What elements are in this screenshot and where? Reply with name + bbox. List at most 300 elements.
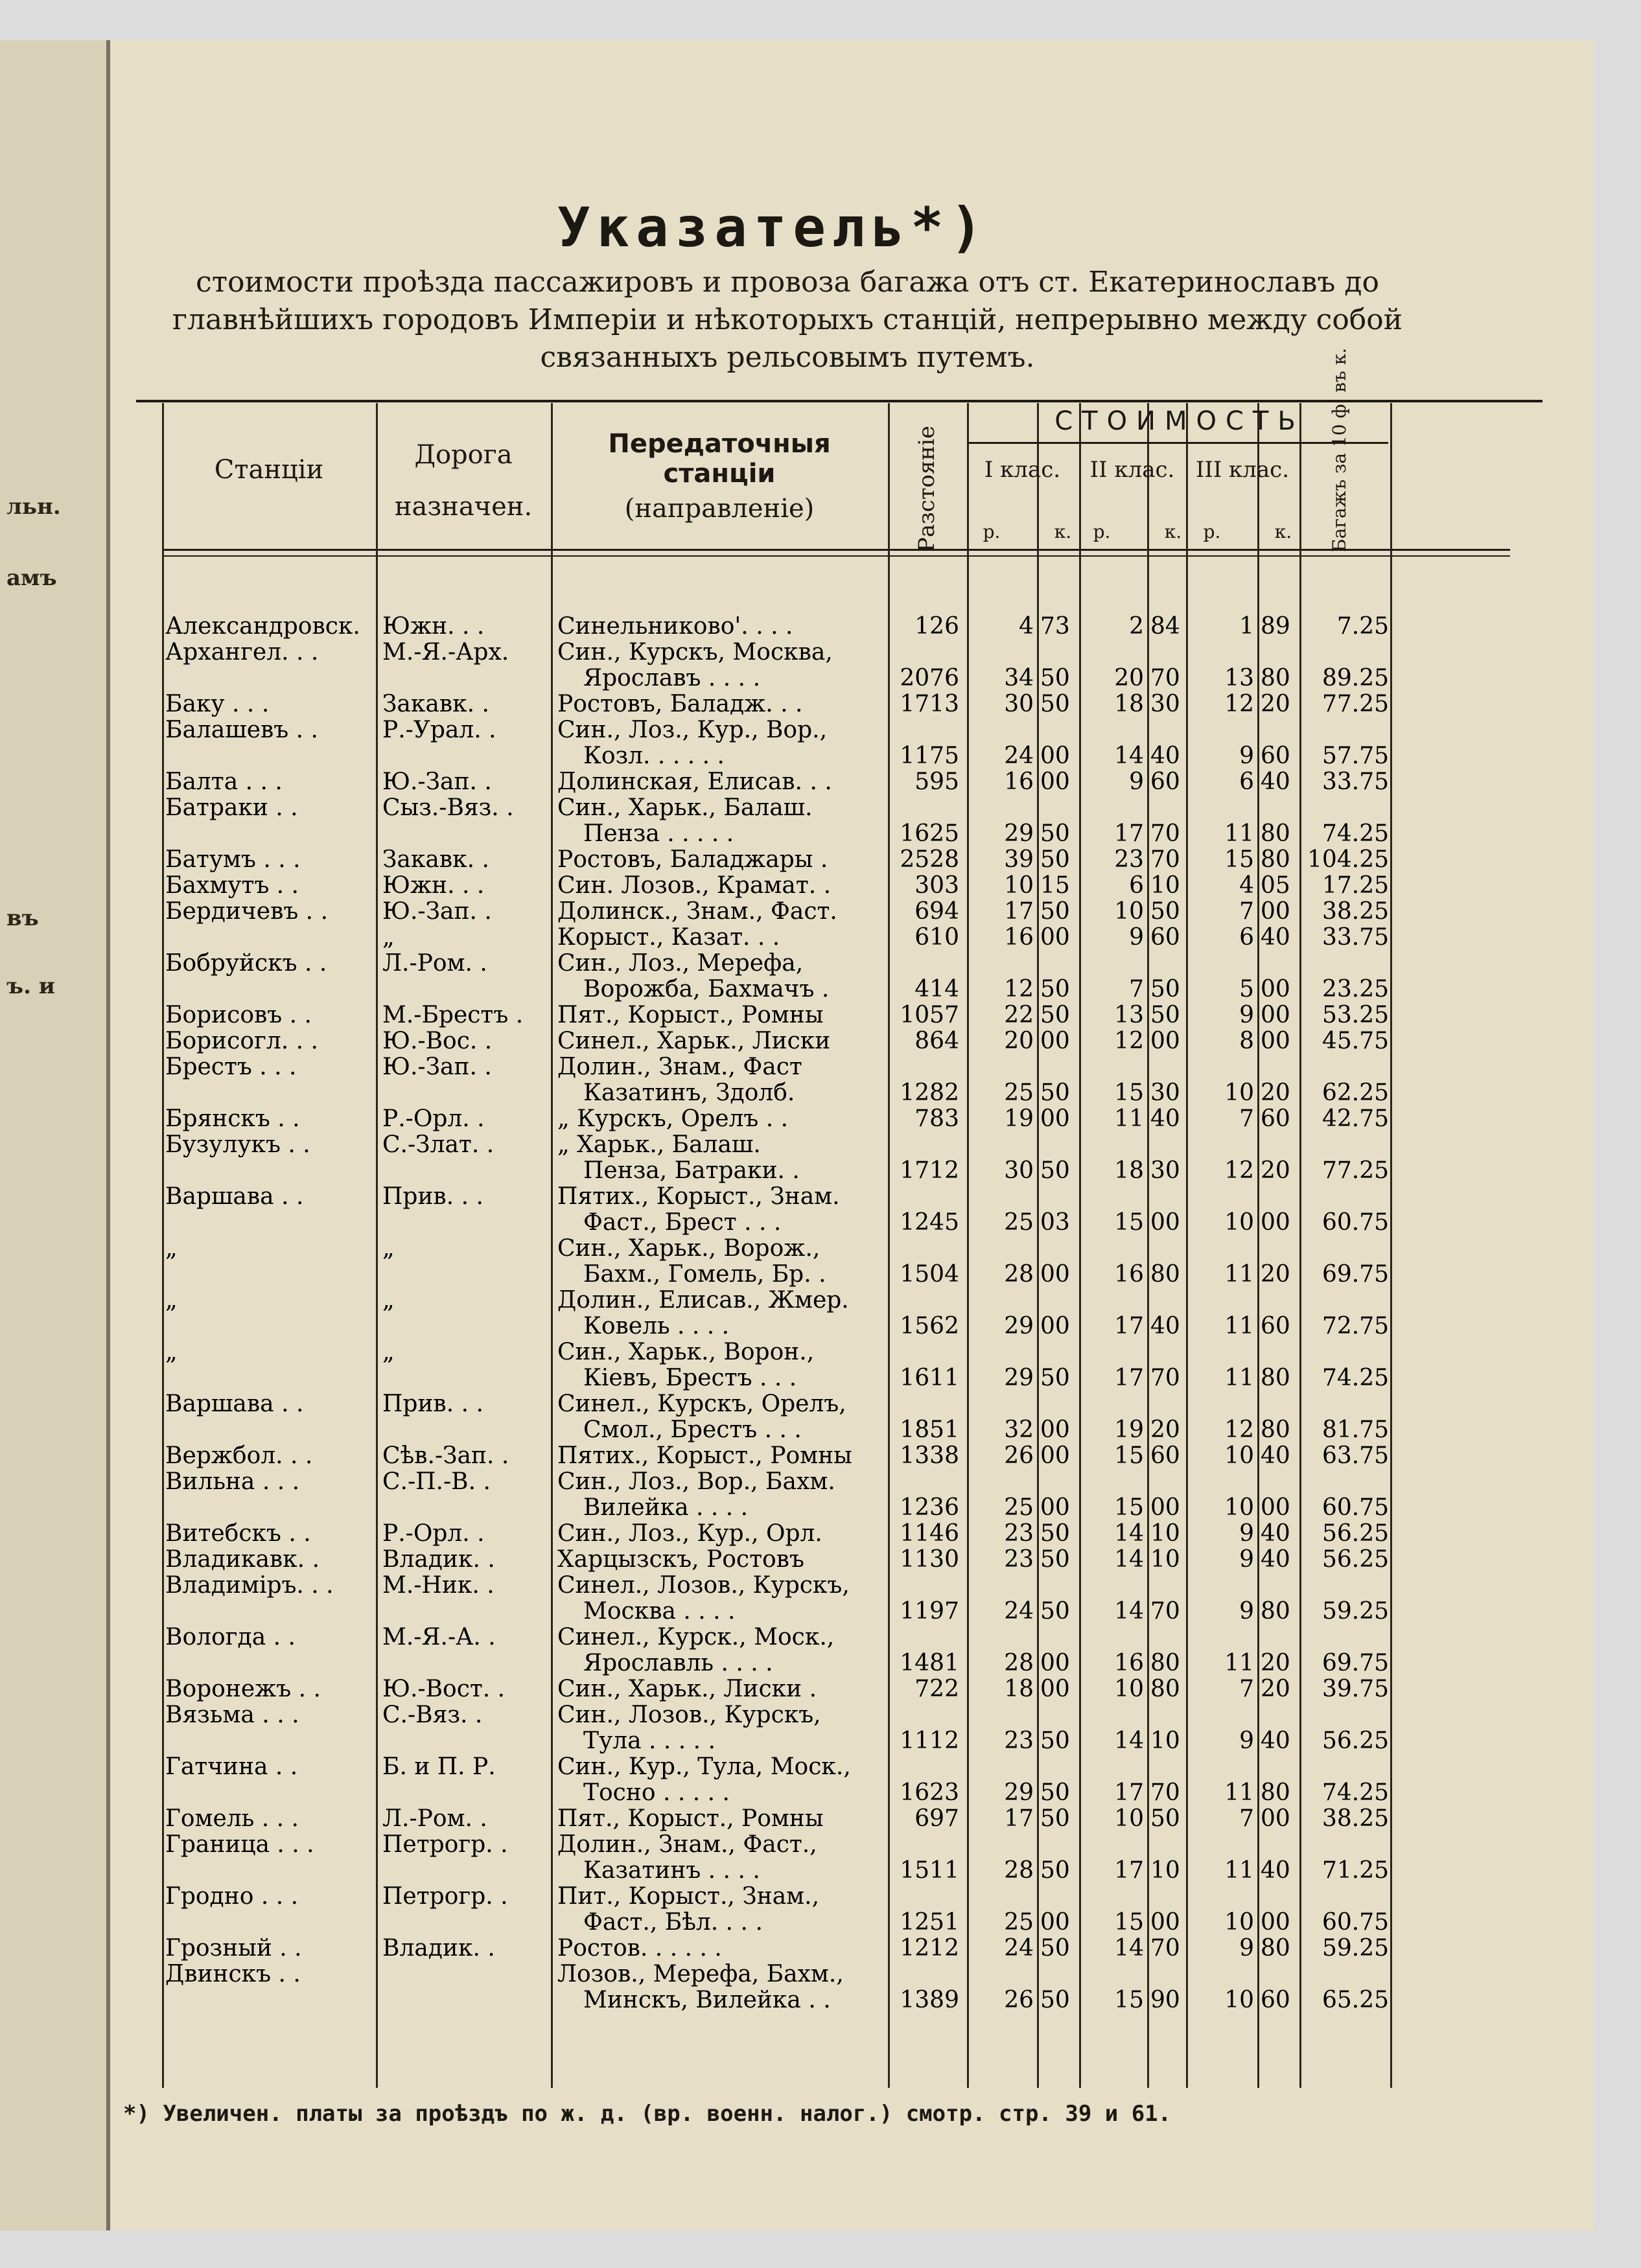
class1-kop: 00 xyxy=(1040,1442,1070,1469)
baggage-value: 69.75 xyxy=(1321,1261,1389,1288)
transfer-stations: Син., Лозов., Курскъ, xyxy=(557,1702,821,1728)
baggage-value: 42.75 xyxy=(1321,1105,1389,1132)
class3-rub: 7 xyxy=(1239,1805,1254,1832)
class3-rub: 6 xyxy=(1239,769,1254,795)
class1-rub: 29 xyxy=(1004,1779,1034,1806)
class3-rub: 7 xyxy=(1239,1105,1254,1132)
class1-rub: 23 xyxy=(1004,1520,1034,1547)
baggage-value: 104.25 xyxy=(1307,846,1389,873)
transfer-stations: Кіевъ, Брестъ . . . xyxy=(583,1365,797,1391)
class1-kop: 00 xyxy=(1040,1417,1070,1443)
distance-value: 722 xyxy=(914,1676,959,1702)
class2-rub: 16 xyxy=(1114,1261,1144,1288)
distance-value: 1713 xyxy=(900,691,959,717)
distance-value: 1712 xyxy=(900,1157,959,1184)
road-name: С.-Вяз. . xyxy=(382,1702,483,1728)
baggage-value: 56.25 xyxy=(1321,1728,1389,1754)
transfer-stations: Пятих., Корыст., Знам. xyxy=(557,1184,840,1210)
class2-rub: 14 xyxy=(1114,743,1144,769)
class3-rub: 11 xyxy=(1224,1779,1254,1806)
distance-value: 1245 xyxy=(900,1209,959,1236)
header-rub: р. xyxy=(983,521,1001,542)
left-margin-fragment: льн. xyxy=(6,494,61,520)
header-distance: Разстояніе xyxy=(914,425,940,552)
class1-rub: 18 xyxy=(1004,1676,1034,1702)
class3-kop: 00 xyxy=(1261,1494,1290,1521)
class1-rub: 16 xyxy=(1004,769,1034,795)
header-kop: к. xyxy=(1164,521,1182,542)
class3-rub: 6 xyxy=(1239,924,1254,951)
road-name: Л.-Ром. . xyxy=(382,951,487,977)
transfer-stations: Казатинъ, Здолб. xyxy=(583,1080,795,1106)
header-kop: к. xyxy=(1054,521,1072,542)
class3-rub: 11 xyxy=(1224,1261,1254,1288)
class3-kop: 60 xyxy=(1261,1987,1290,2013)
transfer-stations: Синельниково'. . . . xyxy=(557,614,793,640)
class2-kop: 40 xyxy=(1150,1105,1180,1132)
transfer-stations: Козл. . . . . . xyxy=(583,743,725,769)
road-name: М.-Я.-А. . xyxy=(382,1625,496,1650)
class2-rub: 17 xyxy=(1114,1365,1144,1391)
road-name: „ xyxy=(382,1236,395,1262)
class1-rub: 10 xyxy=(1004,872,1034,899)
page-subtitle: стоимости проѣзда пассажировъ и провоза багажа отъ ст. Екатеринославъ до главнѣйшихъ городовъ Имперіи и нѣкоторыхъ станцій, непрерывно между собой связанныхъ рельсовымъ путемъ. xyxy=(172,266,1403,374)
distance-value: 1175 xyxy=(900,743,959,769)
road-name: Л.-Ром. . xyxy=(382,1806,487,1832)
station-name: „ xyxy=(165,1339,178,1365)
class2-kop: 40 xyxy=(1150,743,1180,769)
column-divider xyxy=(1299,403,1301,2088)
road-name: „ xyxy=(382,1339,395,1365)
class2-kop: 00 xyxy=(1150,1028,1180,1054)
class1-rub: 28 xyxy=(1004,1261,1034,1288)
column-divider xyxy=(551,403,553,2088)
transfer-stations: Ростовъ, Баладж. . . xyxy=(557,691,803,717)
baggage-value: 77.25 xyxy=(1321,1157,1389,1184)
class3-kop: 20 xyxy=(1261,691,1290,717)
class1-kop: 00 xyxy=(1040,1105,1070,1132)
transfer-stations: Син., Лоз., Вор., Бахм. xyxy=(557,1469,835,1495)
class2-kop: 00 xyxy=(1150,1494,1180,1521)
class1-kop: 50 xyxy=(1040,1728,1070,1754)
distance-value: 610 xyxy=(914,924,959,951)
class2-rub: 23 xyxy=(1114,846,1144,873)
transfer-stations: Син., Кур., Тула, Моск., xyxy=(557,1754,851,1780)
transfer-stations: Син., Харьк., Лиски . xyxy=(557,1676,817,1702)
class1-kop: 00 xyxy=(1040,1494,1070,1521)
distance-value: 1504 xyxy=(900,1261,959,1288)
transfer-stations: Син., Харьк., Балаш. xyxy=(557,795,813,821)
class1-kop: 50 xyxy=(1040,820,1070,847)
baggage-value: 71.25 xyxy=(1321,1857,1389,1884)
class2-kop: 80 xyxy=(1150,1650,1180,1676)
baggage-value: 53.25 xyxy=(1321,1002,1389,1028)
class1-rub: 29 xyxy=(1004,1365,1034,1391)
transfer-stations: Ростов. . . . . . xyxy=(557,1936,722,1961)
transfer-stations: Пенза . . . . . xyxy=(583,821,734,847)
station-name: Вильна . . . xyxy=(165,1469,300,1495)
class2-rub: 11 xyxy=(1114,1105,1144,1132)
class2-rub: 17 xyxy=(1114,1857,1144,1884)
class1-rub: 4 xyxy=(1019,613,1034,640)
distance-value: 694 xyxy=(914,898,959,925)
transfer-stations: Ворожба, Бахмачъ . xyxy=(583,977,830,1002)
distance-value: 595 xyxy=(914,769,959,795)
transfer-stations: Пятих., Корыст., Ромны xyxy=(557,1443,852,1469)
station-name: Воронежъ . . xyxy=(165,1676,321,1702)
header-stations: Станціи xyxy=(214,455,324,485)
class3-kop: 00 xyxy=(1261,1805,1290,1832)
header-class1: I клас. xyxy=(984,457,1061,483)
class3-kop: 20 xyxy=(1261,1676,1290,1702)
class1-rub: 26 xyxy=(1004,1987,1034,2013)
class3-rub: 15 xyxy=(1224,846,1254,873)
transfer-stations: Казатинъ . . . . xyxy=(583,1858,760,1884)
transfer-stations: Вилейка . . . . xyxy=(583,1495,749,1521)
transfer-stations: Харцызскъ, Ростовъ xyxy=(557,1547,804,1573)
class1-rub: 24 xyxy=(1004,1935,1034,1961)
class2-rub: 16 xyxy=(1114,1650,1144,1676)
distance-value: 1251 xyxy=(900,1909,959,1936)
class1-kop: 50 xyxy=(1040,846,1070,873)
baggage-value: 77.25 xyxy=(1321,691,1389,717)
class2-rub: 15 xyxy=(1114,1442,1144,1469)
class1-rub: 23 xyxy=(1004,1728,1034,1754)
class3-kop: 89 xyxy=(1261,613,1290,640)
class1-rub: 26 xyxy=(1004,1442,1034,1469)
class1-kop: 00 xyxy=(1040,1261,1070,1288)
road-name: С.-Злат. . xyxy=(382,1132,495,1158)
class2-rub: 14 xyxy=(1114,1935,1144,1961)
class1-kop: 50 xyxy=(1040,1520,1070,1547)
transfer-stations: Син., Харьк., Ворон., xyxy=(557,1339,815,1365)
distance-value: 1562 xyxy=(900,1313,959,1339)
class3-kop: 60 xyxy=(1261,743,1290,769)
class1-kop: 50 xyxy=(1040,1546,1070,1573)
class3-kop: 60 xyxy=(1261,1313,1290,1339)
class1-rub: 17 xyxy=(1004,898,1034,925)
column-divider xyxy=(967,403,969,2088)
transfer-stations: Ярославъ . . . . xyxy=(583,665,761,691)
class2-rub: 18 xyxy=(1114,691,1144,717)
baggage-value: 39.75 xyxy=(1321,1676,1389,1702)
class2-kop: 90 xyxy=(1150,1987,1180,2013)
road-name: С.-П.-В. . xyxy=(382,1469,491,1495)
road-name: Закавк. . xyxy=(382,691,489,717)
class1-rub: 28 xyxy=(1004,1857,1034,1884)
distance-value: 1146 xyxy=(900,1520,959,1547)
station-name: Баку . . . xyxy=(165,691,270,717)
transfer-stations: Син., Лоз., Мерефа, xyxy=(557,951,804,977)
road-name: Южн. . . xyxy=(382,614,485,640)
class2-rub: 19 xyxy=(1114,1417,1144,1443)
class2-rub: 14 xyxy=(1114,1728,1144,1754)
class3-kop: 80 xyxy=(1261,1779,1290,1806)
class3-rub: 9 xyxy=(1239,1002,1254,1028)
class1-rub: 22 xyxy=(1004,1002,1034,1028)
class3-kop: 80 xyxy=(1261,1365,1290,1391)
class2-kop: 50 xyxy=(1150,976,1180,1002)
distance-value: 783 xyxy=(914,1105,959,1132)
baggage-value: 63.75 xyxy=(1321,1442,1389,1469)
station-name: Варшава . . xyxy=(165,1391,304,1417)
class2-kop: 00 xyxy=(1150,1209,1180,1236)
class1-rub: 17 xyxy=(1004,1805,1034,1832)
transfer-stations: Син., Харьк., Ворож., xyxy=(557,1236,820,1262)
class2-rub: 9 xyxy=(1129,924,1144,951)
class3-kop: 80 xyxy=(1261,1935,1290,1961)
class2-kop: 30 xyxy=(1150,691,1180,717)
class2-rub: 15 xyxy=(1114,1080,1144,1106)
transfer-stations: Пят., Корыст., Ромны xyxy=(557,1002,824,1028)
road-name: М.-Брестъ . xyxy=(382,1002,524,1028)
class1-rub: 20 xyxy=(1004,1028,1034,1054)
transfer-stations: Корыст., Казат. . . xyxy=(557,925,780,951)
transfer-stations: Синел., Лозов., Курскъ, xyxy=(557,1573,850,1599)
station-name: Бузулукъ . . xyxy=(165,1132,310,1158)
class1-kop: 00 xyxy=(1040,924,1070,951)
class1-kop: 50 xyxy=(1040,1779,1070,1806)
class3-kop: 40 xyxy=(1261,924,1290,951)
distance-value: 1282 xyxy=(900,1080,959,1106)
class1-rub: 28 xyxy=(1004,1650,1034,1676)
class3-rub: 4 xyxy=(1239,872,1254,899)
baggage-value: 72.75 xyxy=(1321,1313,1389,1339)
cost-rule xyxy=(967,442,1388,444)
class3-rub: 10 xyxy=(1224,1494,1254,1521)
class1-kop: 50 xyxy=(1040,1857,1070,1884)
class1-kop: 50 xyxy=(1040,691,1070,717)
distance-value: 1389 xyxy=(900,1987,959,2013)
class3-kop: 60 xyxy=(1261,1105,1290,1132)
baggage-value: 57.75 xyxy=(1321,743,1389,769)
distance-value: 303 xyxy=(914,872,959,899)
station-name: Двинскъ . . xyxy=(165,1961,301,1987)
class3-kop: 40 xyxy=(1261,1442,1290,1469)
distance-value: 1112 xyxy=(900,1728,959,1754)
class2-kop: 70 xyxy=(1150,1365,1180,1391)
class2-kop: 70 xyxy=(1150,1598,1180,1625)
class2-rub: 14 xyxy=(1114,1546,1144,1573)
distance-value: 864 xyxy=(914,1028,959,1054)
road-name: Ю.-Зап. . xyxy=(382,1054,492,1080)
class1-rub: 30 xyxy=(1004,1157,1034,1184)
class2-kop: 10 xyxy=(1150,872,1180,899)
baggage-value: 69.75 xyxy=(1321,1650,1389,1676)
class2-rub: 2 xyxy=(1129,613,1144,640)
baggage-value: 38.25 xyxy=(1321,1805,1389,1832)
class1-kop: 00 xyxy=(1040,1650,1070,1676)
class2-kop: 10 xyxy=(1150,1520,1180,1547)
road-name: Петрогр. . xyxy=(382,1832,508,1858)
distance-value: 1057 xyxy=(900,1002,959,1028)
station-name: Вологда . . xyxy=(165,1625,296,1650)
class2-rub: 17 xyxy=(1114,1313,1144,1339)
column-divider xyxy=(1037,403,1039,2088)
distance-value: 1611 xyxy=(900,1365,959,1391)
class2-rub: 6 xyxy=(1129,872,1144,899)
class2-kop: 70 xyxy=(1150,820,1180,847)
class3-kop: 20 xyxy=(1261,1157,1290,1184)
class2-rub: 10 xyxy=(1114,898,1144,925)
transfer-stations: Фаст., Бѣл. . . . xyxy=(583,1910,763,1936)
road-name: Р.-Урал. . xyxy=(382,717,496,743)
road-name: Закавк. . xyxy=(382,847,489,873)
station-name: Гатчина . . xyxy=(165,1754,298,1780)
baggage-value: 33.75 xyxy=(1321,769,1389,795)
transfer-stations: Син., Курскъ, Москва, xyxy=(557,640,833,665)
class3-kop: 00 xyxy=(1261,898,1290,925)
class1-kop: 50 xyxy=(1040,1365,1070,1391)
distance-value: 2528 xyxy=(900,846,959,873)
road-name: „ xyxy=(382,1288,395,1313)
class2-kop: 50 xyxy=(1150,1002,1180,1028)
baggage-value: 59.25 xyxy=(1321,1935,1389,1961)
class3-rub: 9 xyxy=(1239,1935,1254,1961)
class3-kop: 40 xyxy=(1261,1857,1290,1884)
station-name: Брянскъ . . xyxy=(165,1106,300,1132)
baggage-value: 60.75 xyxy=(1321,1494,1389,1521)
baggage-value: 23.25 xyxy=(1321,976,1389,1002)
road-name: Ю.-Зап. . xyxy=(382,899,492,925)
class3-rub: 10 xyxy=(1224,1080,1254,1106)
class2-rub: 14 xyxy=(1114,1520,1144,1547)
class2-kop: 70 xyxy=(1150,1935,1180,1961)
station-name: Гродно . . . xyxy=(165,1884,299,1910)
class2-rub: 18 xyxy=(1114,1157,1144,1184)
transfer-stations: Минскъ, Вилейка . . xyxy=(583,1987,831,2013)
column-divider xyxy=(888,403,890,2088)
baggage-value: 56.25 xyxy=(1321,1520,1389,1547)
class3-kop: 40 xyxy=(1261,769,1290,795)
class1-kop: 50 xyxy=(1040,1002,1070,1028)
class1-rub: 12 xyxy=(1004,976,1034,1002)
left-margin-fragment: въ xyxy=(6,905,39,931)
station-name: Борисогл. . . xyxy=(165,1028,318,1054)
class2-kop: 70 xyxy=(1150,1779,1180,1806)
baggage-value: 33.75 xyxy=(1321,924,1389,951)
class1-rub: 25 xyxy=(1004,1209,1034,1236)
distance-value: 1511 xyxy=(900,1857,959,1884)
station-name: Балта . . . xyxy=(165,769,283,795)
class2-rub: 15 xyxy=(1114,1494,1144,1521)
left-margin-fragment: ъ. и xyxy=(6,973,55,999)
class3-kop: 05 xyxy=(1261,872,1290,899)
header-rub: р. xyxy=(1093,521,1111,542)
distance-value: 1851 xyxy=(900,1417,959,1443)
class3-rub: 9 xyxy=(1239,1728,1254,1754)
road-name: Б. и П. Р. xyxy=(382,1754,496,1780)
transfer-stations: Долин., Знам., Фаст xyxy=(557,1054,802,1080)
class3-rub: 13 xyxy=(1224,665,1254,691)
baggage-value: 74.25 xyxy=(1321,820,1389,847)
class1-kop: 50 xyxy=(1040,1598,1070,1625)
baggage-value: 59.25 xyxy=(1321,1598,1389,1625)
class3-kop: 00 xyxy=(1261,1002,1290,1028)
station-name: Владикавк. . xyxy=(165,1547,320,1573)
page-title: Указатель*) xyxy=(557,196,990,259)
road-name: Прив. . . xyxy=(382,1184,483,1210)
baggage-value: 60.75 xyxy=(1321,1909,1389,1936)
class1-kop: 00 xyxy=(1040,1313,1070,1339)
class2-kop: 20 xyxy=(1150,1417,1180,1443)
class3-rub: 12 xyxy=(1224,1417,1254,1443)
class3-rub: 11 xyxy=(1224,1650,1254,1676)
station-name: „ xyxy=(165,1288,178,1313)
header-rule-2 xyxy=(162,555,1510,557)
column-divider xyxy=(1147,403,1149,2088)
distance-value: 1130 xyxy=(900,1546,959,1573)
class2-kop: 60 xyxy=(1150,924,1180,951)
class3-kop: 20 xyxy=(1261,1080,1290,1106)
class3-rub: 8 xyxy=(1239,1028,1254,1054)
class1-rub: 34 xyxy=(1004,665,1034,691)
header-class2: II клас. xyxy=(1089,457,1175,483)
baggage-value: 60.75 xyxy=(1321,1209,1389,1236)
class2-kop: 30 xyxy=(1150,1080,1180,1106)
column-divider xyxy=(1186,403,1188,2088)
page-stack-edge xyxy=(1542,65,1594,2229)
class3-kop: 00 xyxy=(1261,1909,1290,1936)
class1-kop: 73 xyxy=(1040,613,1070,640)
distance-value: 1236 xyxy=(900,1494,959,1521)
distance-value: 126 xyxy=(914,613,959,640)
class2-kop: 50 xyxy=(1150,1805,1180,1832)
baggage-value: 7.25 xyxy=(1336,613,1389,640)
distance-value: 1197 xyxy=(900,1598,959,1625)
class3-rub: 10 xyxy=(1224,1987,1254,2013)
road-name: М.-Ник. . xyxy=(382,1573,495,1599)
distance-value: 697 xyxy=(914,1805,959,1832)
class1-rub: 23 xyxy=(1004,1546,1034,1573)
class3-kop: 20 xyxy=(1261,1650,1290,1676)
class2-rub: 12 xyxy=(1114,1028,1144,1054)
class3-rub: 9 xyxy=(1239,1520,1254,1547)
header-rule xyxy=(162,549,1510,551)
class2-kop: 70 xyxy=(1150,665,1180,691)
class3-kop: 40 xyxy=(1261,1520,1290,1547)
class2-rub: 10 xyxy=(1114,1676,1144,1702)
road-name: Петрогр. . xyxy=(382,1884,508,1910)
station-name: Батумъ . . . xyxy=(165,847,301,873)
baggage-value: 45.75 xyxy=(1321,1028,1389,1054)
class1-kop: 00 xyxy=(1040,1676,1070,1702)
road-name: Сыз.-Вяз. . xyxy=(382,795,514,821)
header-transfer: Передаточныя станціи xyxy=(608,429,831,489)
distance-value: 1623 xyxy=(900,1779,959,1806)
transfer-stations: Ковель . . . . xyxy=(583,1313,730,1339)
class2-rub: 9 xyxy=(1129,769,1144,795)
class1-rub: 24 xyxy=(1004,743,1034,769)
distance-value: 1625 xyxy=(900,820,959,847)
class2-kop: 80 xyxy=(1150,1676,1180,1702)
station-name: Бердичевъ . . xyxy=(165,899,329,925)
class3-rub: 10 xyxy=(1224,1442,1254,1469)
transfer-stations: Долин., Елисав., Жмер. xyxy=(557,1288,849,1313)
class3-kop: 20 xyxy=(1261,1261,1290,1288)
transfer-stations: Тула . . . . . xyxy=(583,1728,716,1754)
transfer-stations: Москва . . . . xyxy=(583,1599,736,1625)
class3-rub: 1 xyxy=(1239,613,1254,640)
class1-kop: 50 xyxy=(1040,898,1070,925)
class3-rub: 7 xyxy=(1239,1676,1254,1702)
distance-value: 1481 xyxy=(900,1650,959,1676)
station-name: „ xyxy=(165,1236,178,1262)
transfer-stations: Ростовъ, Баладжары . xyxy=(557,847,828,873)
header-transfer-sub: (направленіе) xyxy=(624,494,815,524)
class2-rub: 14 xyxy=(1114,1598,1144,1625)
transfer-stations: „ Курскъ, Орелъ . . xyxy=(557,1106,789,1132)
